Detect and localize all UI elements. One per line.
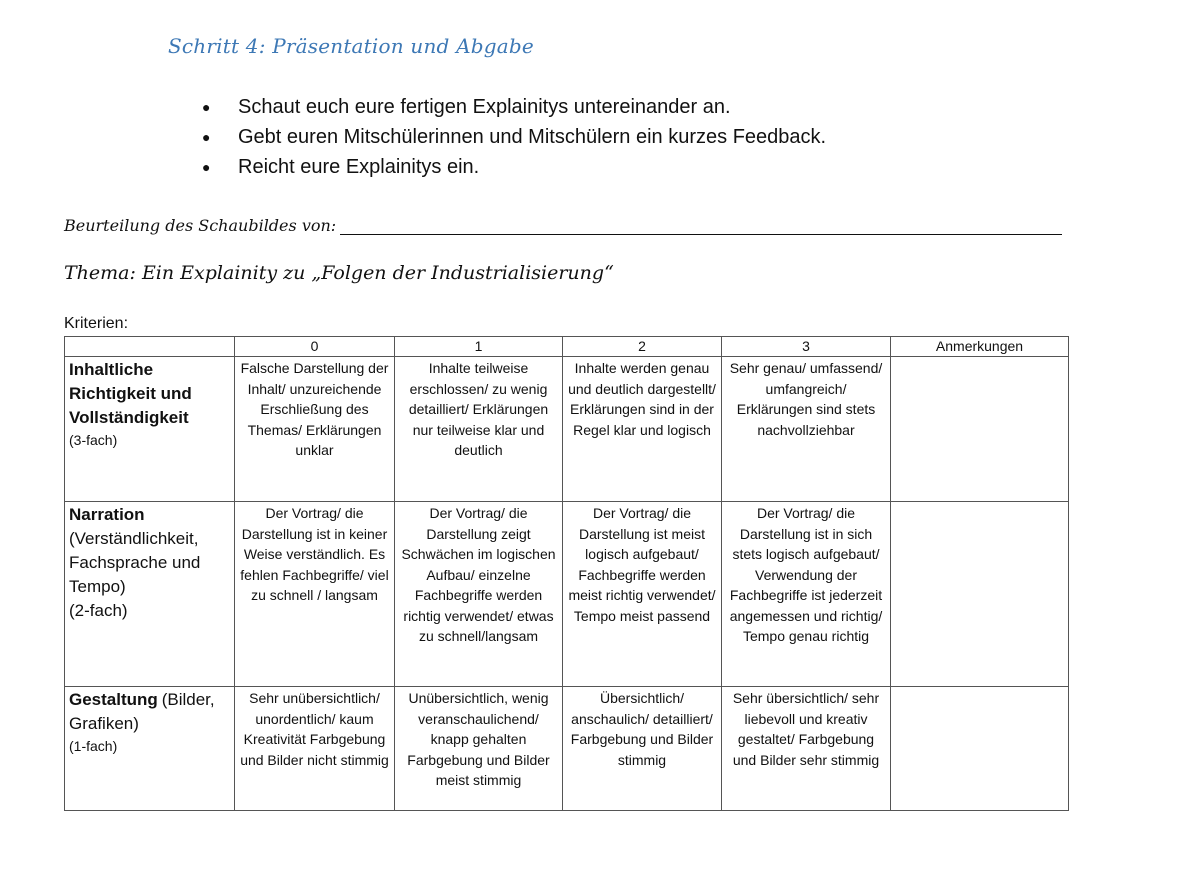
list-item: ● Reicht eure Explainitys ein. bbox=[200, 152, 826, 182]
header-score-1: 1 bbox=[395, 337, 563, 357]
criterion-name: Inhaltliche Richtigkeit und Vollständigkeit bbox=[69, 360, 192, 427]
header-notes: Anmerkungen bbox=[891, 337, 1069, 357]
score-cell: Inhalte werden genau und deutlich dargestellt/ Erklärungen sind in der Regel klar und logisch bbox=[563, 357, 722, 502]
criterion-detail: (Bilder, Grafiken) bbox=[69, 690, 215, 733]
score-cell: Der Vortrag/ die Darstellung ist meist logisch aufgebaut/ Fachbegriffe werden meist richtig verwendet/ Tempo meist passend bbox=[563, 502, 722, 687]
table-header-row bbox=[65, 337, 1069, 357]
score-cell: Inhalte teilweise erschlossen/ zu wenig detailliert/ Erklärungen nur teilweise klar und deutlich bbox=[395, 357, 563, 502]
list-item: ● Schaut euch eure fertigen Explainitys untereinander an. bbox=[200, 92, 826, 122]
notes-cell[interactable] bbox=[891, 502, 1069, 687]
task-list bbox=[200, 92, 826, 182]
criterion-weight: (2-fach) bbox=[69, 601, 128, 620]
table-row bbox=[65, 357, 1069, 502]
criterion-weight: (3-fach) bbox=[69, 432, 118, 448]
notes-cell[interactable] bbox=[891, 687, 1069, 811]
score-cell: Sehr unübersichtlich/ unordentlich/ kaum Kreativität Farbgebung und Bilder nicht stimmig bbox=[235, 687, 395, 811]
rating-name-line bbox=[64, 216, 1062, 235]
score-cell: Der Vortrag/ die Darstellung ist in keiner Weise verständlich. Es fehlen Fachbegriffe/ viel zu schnell / langsam bbox=[235, 502, 395, 687]
header-score-3: 3 bbox=[722, 337, 891, 357]
criteria-label: Kriterien: bbox=[64, 315, 129, 332]
score-cell: Übersichtlich/ anschaulich/ detailliert/ Farbgebung und Bilder stimmig bbox=[563, 687, 722, 811]
topic-heading: Thema: Ein Explainity zu „Folgen der Industrialisierung“ bbox=[64, 262, 614, 284]
header-criterion bbox=[65, 337, 235, 357]
criterion-cell bbox=[65, 502, 235, 687]
rubric-table bbox=[64, 336, 1069, 811]
score-cell: Falsche Darstellung der Inhalt/ unzureichende Erschließung des Themas/ Erklärungen unklar bbox=[235, 357, 395, 502]
criterion-cell bbox=[65, 687, 235, 811]
table-row bbox=[65, 502, 1069, 687]
list-item: ● Gebt euren Mitschülerinnen und Mitschülern ein kurzes Feedback. bbox=[200, 122, 826, 152]
header-score-2: 2 bbox=[563, 337, 722, 357]
criterion-name: Gestaltung bbox=[69, 690, 158, 709]
criterion-cell bbox=[65, 357, 235, 502]
score-cell: Der Vortrag/ die Darstellung zeigt Schwächen im logischen Aufbau/ einzelne Fachbegriffe werden richtig verwendet/ etwas zu schnell/langsam bbox=[395, 502, 563, 687]
criterion-detail: (Verständlichkeit, Fachsprache und Tempo) bbox=[69, 529, 201, 596]
criterion-name: Narration bbox=[69, 505, 145, 524]
table-row bbox=[65, 687, 1069, 811]
notes-cell[interactable] bbox=[891, 357, 1069, 502]
score-cell: Sehr genau/ umfassend/ umfangreich/ Erklärungen sind stets nachvollziehbar bbox=[722, 357, 891, 502]
score-cell: Sehr übersichtlich/ sehr liebevoll und kreativ gestaltet/ Farbgebung und Bilder sehr stimmig bbox=[722, 687, 891, 811]
criterion-weight: (1-fach) bbox=[69, 738, 118, 754]
score-cell: Unübersichtlich, wenig veranschaulichend/ knapp gehalten Farbgebung und Bilder meist stimmig bbox=[395, 687, 563, 811]
rating-label: Beurteilung des Schaubildes von: bbox=[64, 216, 337, 235]
header-score-0: 0 bbox=[235, 337, 395, 357]
score-cell: Der Vortrag/ die Darstellung ist in sich stets logisch aufgebaut/ Verwendung der Fachbegriffe ist jederzeit angemessen und richtig/ Tempo genau richtig bbox=[722, 502, 891, 687]
step-heading: Schritt 4: Präsentation und Abgabe bbox=[168, 34, 534, 58]
name-blank-field[interactable] bbox=[340, 216, 1062, 235]
